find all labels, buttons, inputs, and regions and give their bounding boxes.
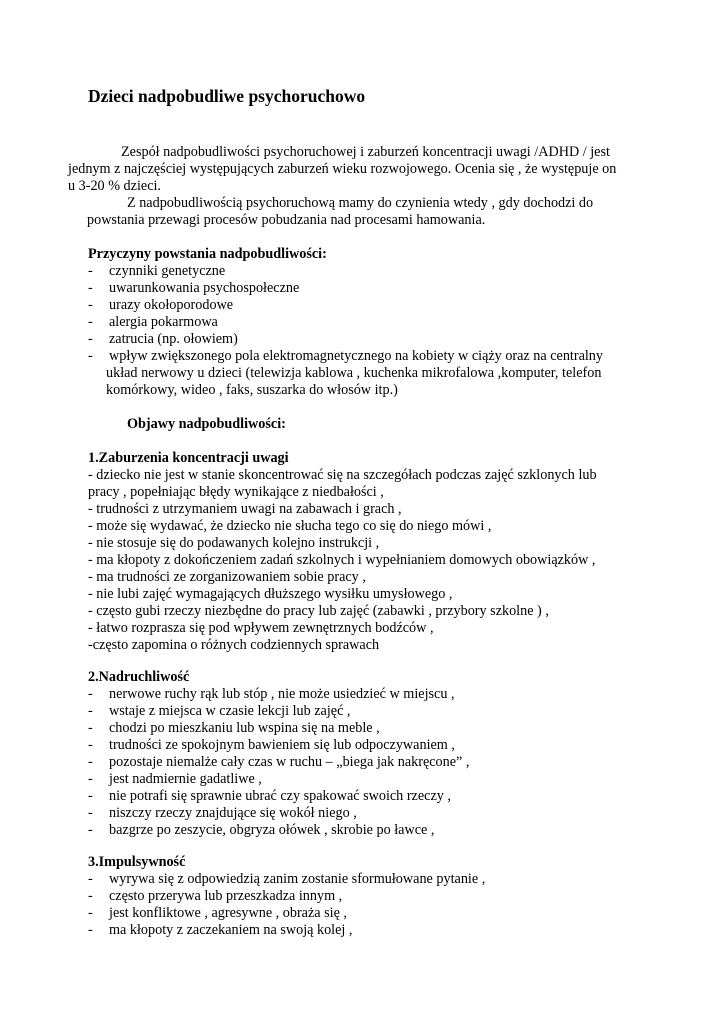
list-item-text: zatrucia (np. ołowiem) [109, 331, 238, 347]
intro-line: Zespół nadpobudliwości psychoruchowej i zaburzeń koncentracji uwagi /ADHD / jest [121, 144, 610, 160]
symptom-line: - może się wydawać, że dziecko nie słucha tego co się do niego mówi , [88, 518, 492, 534]
symptom-line: - ma kłopoty z dokończeniem zadań szkolnych i wypełnianiem domowych obowiązków , [88, 552, 596, 568]
list-item-text: alergia pokarmowa [109, 314, 218, 330]
bullet-dash: - [88, 822, 93, 838]
symptom-line: -często zapomina o różnych codziennych sprawach [88, 637, 380, 653]
section-heading: 3.Impulsywność [88, 854, 186, 870]
bullet-dash: - [88, 348, 93, 364]
list-item-text: niszczy rzeczy znajdujące się wokół niego , [109, 805, 357, 821]
symptoms-heading: Objawy nadpobudliwości: [127, 416, 286, 432]
symptom-line: - ma trudności ze zorganizowaniem sobie pracy , [88, 569, 366, 585]
list-item-text: czynniki genetyczne [109, 263, 226, 279]
list-item-text: wstaje z miejsca w czasie lekcji lub zajęć , [109, 703, 351, 719]
page-title: Dzieci nadpobudliwe psychoruchowo [88, 86, 366, 106]
section-heading: 2.Nadruchliwość [88, 669, 190, 685]
bullet-dash: - [88, 788, 93, 804]
list-item-continuation: układ nerwowy u dzieci (telewizja kablowa , kuchenka mikrofalowa ,komputer, telefon [106, 365, 602, 381]
bullet-dash: - [88, 905, 93, 921]
symptom-line: - trudności z utrzymaniem uwagi na zabawach i grach , [88, 501, 402, 517]
list-item-text: urazy okołoporodowe [109, 297, 234, 313]
intro-line: jednym z najczęściej występujących zaburzeń wieku rozwojowego. Ocenia się , że występuje on [68, 161, 617, 177]
list-item-text: uwarunkowania psychospołeczne [109, 280, 300, 296]
section-heading: 1.Zaburzenia koncentracji uwagi [88, 450, 289, 466]
causes-heading: Przyczyny powstania nadpobudliwości: [88, 246, 327, 262]
list-item-text: jest konfliktowe , agresywne , obraża się , [109, 905, 347, 921]
bullet-dash: - [88, 720, 93, 736]
bullet-dash: - [88, 771, 93, 787]
bullet-dash: - [88, 871, 93, 887]
list-item-text: nerwowe ruchy rąk lub stóp , nie może usiedzieć w miejscu , [109, 686, 455, 702]
list-item-text: wpływ zwiększonego pola elektromagnetycznego na kobiety w ciąży oraz na centralny [109, 348, 603, 364]
bullet-dash: - [88, 703, 93, 719]
list-item-text: nie potrafi się sprawnie ubrać czy spakować swoich rzeczy , [109, 788, 451, 804]
list-item-continuation: komórkowy, wideo , faks, suszarka do włosów itp.) [106, 382, 398, 398]
bullet-dash: - [88, 297, 93, 313]
symptom-line: pracy , popełniając błędy wynikające z niedbałości , [88, 484, 384, 500]
bullet-dash: - [88, 754, 93, 770]
list-item-text: jest nadmiernie gadatliwe , [109, 771, 262, 787]
list-item-text: często przerywa lub przeszkadza innym , [109, 888, 343, 904]
list-item-text: pozostaje niemalże cały czas w ruchu – „biega jak nakręcone” , [109, 754, 470, 770]
intro-line: Z nadpobudliwością psychoruchową mamy do czynienia wtedy , gdy dochodzi do [127, 195, 594, 211]
bullet-dash: - [88, 263, 93, 279]
symptom-line: - dziecko nie jest w stanie skoncentrować się na szczegółach podczas zajęć szklonych lub [88, 467, 597, 483]
bullet-dash: - [88, 686, 93, 702]
bullet-dash: - [88, 805, 93, 821]
bullet-dash: - [88, 888, 93, 904]
symptom-line: - łatwo rozprasza się pod wpływem zewnętrznych bodźców , [88, 620, 434, 636]
bullet-dash: - [88, 737, 93, 753]
bullet-dash: - [88, 280, 93, 296]
symptom-line: - nie stosuje się do podawanych kolejno instrukcji , [88, 535, 380, 551]
bullet-dash: - [88, 331, 93, 347]
list-item-text: trudności ze spokojnym bawieniem się lub odpoczywaniem , [109, 737, 455, 753]
list-item-text: ma kłopoty z zaczekaniem na swoją kolej , [109, 922, 353, 938]
symptom-line: - często gubi rzeczy niezbędne do pracy lub zajęć (zabawki , przybory szkolne ) , [88, 603, 549, 619]
list-item-text: bazgrze po zeszycie, obgryza ołówek , skrobie po ławce , [109, 822, 435, 838]
bullet-dash: - [88, 314, 93, 330]
list-item-text: chodzi po mieszkaniu lub wspina się na meble , [109, 720, 380, 736]
symptom-line: - nie lubi zajęć wymagających dłuższego wysiłku umysłowego , [88, 586, 453, 602]
bullet-dash: - [88, 922, 93, 938]
list-item-text: wyrywa się z odpowiedzią zanim zostanie sformułowane pytanie , [109, 871, 486, 887]
intro-line: u 3-20 % dzieci. [68, 178, 161, 194]
intro-line: powstania przewagi procesów pobudzania nad procesami hamowania. [87, 212, 486, 228]
